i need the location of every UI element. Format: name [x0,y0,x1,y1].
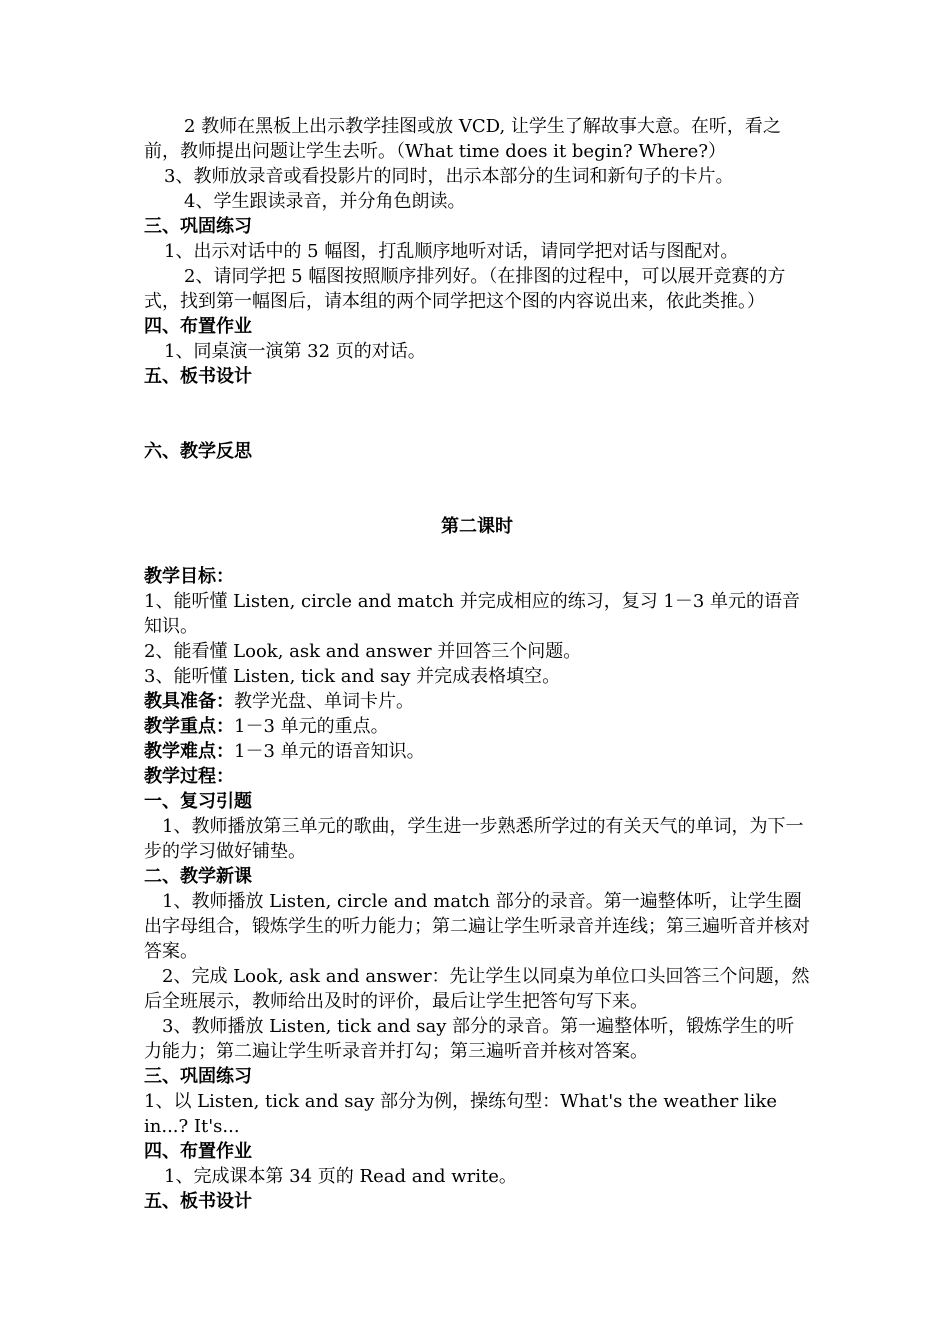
goal-item-1: 1、能听懂 Listen, circle and match 并完成相应的练习，复习 1－3 单元的语音知识。 [144,591,801,637]
teaching-aids-value: 教学光盘、单词卡片。 [234,691,414,712]
difficulties-line [144,739,810,764]
difficulties-value: 1－3 单元的语音知识。 [234,741,425,762]
paragraph-order-pictures: 2、请同学把 5 幅图按照顺序排列好。（在排图的过程中，可以展开竞赛的方式，找到第一幅图后，请本组的两个同学把这个图的内容说出来，依此类推。） [144,266,786,312]
section-heading-homework-2: 四、布置作业 [144,1141,252,1162]
section-heading-review: 一、复习引题 [144,791,252,812]
section-heading-new-lesson: 二、教学新课 [144,866,252,887]
paragraph-homework-item: 1、同桌演一演第 32 页的对话。 [164,341,426,362]
paragraph-homework-item-2: 1、完成课本第 34 页的 Read and write。 [164,1166,517,1187]
section-heading-board-design-2: 五、板书设计 [144,1191,252,1212]
teaching-aids-label: 教具准备： [144,691,234,712]
paragraph-recording-cards: 3、教师放录音或看投影片的同时，出示本部分的生词和新句子的卡片。 [164,166,734,187]
document-body [144,114,810,1214]
section-heading-consolidation-2: 三、巩固练习 [144,1066,252,1087]
section-heading-consolidation: 三、巩固练习 [144,216,252,237]
paragraph-drill-sentences: 1、以 Listen, tick and say 部分为例，操练句型：What's the weather like in...? It's... [144,1091,778,1137]
section-heading-reflection: 六、教学反思 [144,441,252,462]
spacer [144,464,810,514]
spacer [144,539,810,564]
difficulties-label: 教学难点： [144,741,234,762]
paragraph-follow-reading: 4、学生跟读录音，并分角色朗读。 [184,191,466,212]
paragraph-look-ask-answer: 2、完成 Look, ask and answer：先让学生以同桌为单位口头回答三个问题，然后全班展示，教师给出及时的评价，最后让学生把答句写下来。 [144,966,810,1012]
teaching-aids-line [144,689,810,714]
paragraph-teacher-shows-picture: 2 教师在黑板上出示教学挂图或放 VCD, 让学生了解故事大意。在听，看之前，教师提出问题让学生去听。（What time does it begin? Where?） [144,116,781,162]
paragraph-review-song: 1、教师播放第三单元的歌曲，学生进一步熟悉所学过的有关天气的单词，为下一步的学习做好铺垫。 [144,816,804,862]
key-points-label: 教学重点： [144,716,234,737]
process-label: 教学过程： [144,766,234,787]
goals-label: 教学目标： [144,566,234,587]
section-heading-board-design: 五、板书设计 [144,366,252,387]
lesson-title: 第二课时 [441,516,513,537]
key-points-line [144,714,810,739]
goal-item-3: 3、能听懂 Listen, tick and say 并完成表格填空。 [144,666,561,687]
key-points-value: 1－3 单元的重点。 [234,716,389,737]
goal-item-2: 2、能看懂 Look, ask and answer 并回答三个问题。 [144,641,582,662]
section-heading-homework: 四、布置作业 [144,316,252,337]
paragraph-match-pictures: 1、出示对话中的 5 幅图，打乱顺序地听对话，请同学把对话与图配对。 [164,241,739,262]
spacer [144,389,810,439]
paragraph-listen-circle-match: 1、教师播放 Listen, circle and match 部分的录音。第一遍整体听，让学生圈出字母组合，锻炼学生的听力能力；第二遍让学生听录音并连线；第三遍听音并核对答案。 [144,891,810,962]
paragraph-listen-tick-say: 3、教师播放 Listen, tick and say 部分的录音。第一遍整体听，锻炼学生的听力能力；第二遍让学生听录音并打勾；第三遍听音并核对答案。 [144,1016,795,1062]
